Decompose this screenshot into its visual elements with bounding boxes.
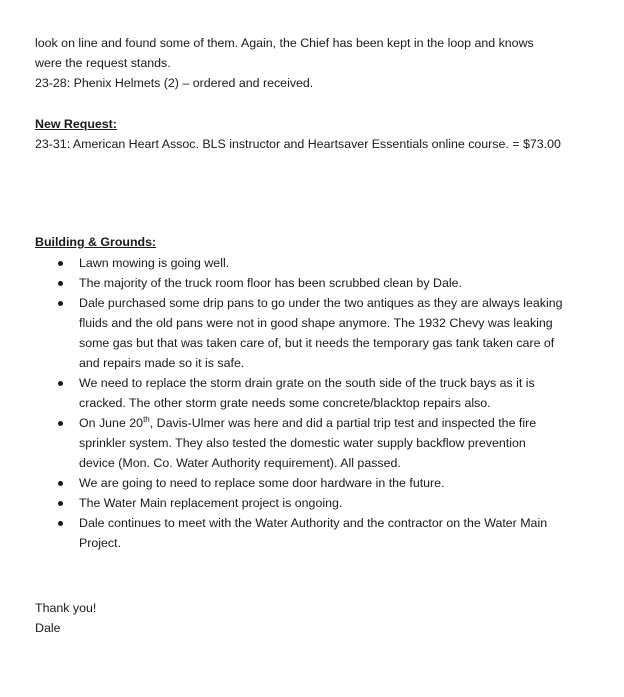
list-item-text: some gas but that was taken care of, but it needs the temporary gas tank taken care of <box>79 336 555 350</box>
closing-block <box>35 598 594 638</box>
list-item-text: fluids and the old pans were not in good shape anymore. The 1932 Chevy was leaking <box>79 316 553 330</box>
bullet-icon <box>58 381 63 386</box>
bullet-icon <box>58 281 63 286</box>
bullet-icon <box>58 301 63 306</box>
closing-signature: Dale <box>35 621 61 635</box>
bullet-icon <box>58 481 63 486</box>
list-item-text: Dale purchased some drip pans to go under the two antiques as they are always leaking <box>79 296 563 310</box>
bullet-icon <box>58 501 63 506</box>
list-item <box>56 273 596 293</box>
list-item <box>56 473 596 493</box>
list-item-text <box>79 413 596 433</box>
new-request-item: 23-31: American Heart Assoc. BLS instructor and Heartsaver Essentials online course. = $73.00 <box>35 137 561 151</box>
list-item <box>56 413 596 473</box>
list-item-text: sprinkler system. They also tested the domestic water supply backflow prevention <box>79 436 526 450</box>
bullet-icon <box>58 521 63 526</box>
new-request-section <box>35 114 594 154</box>
bullet-icon <box>58 261 63 266</box>
list-item-text: The Water Main replacement project is ongoing. <box>79 496 343 510</box>
list-item <box>56 513 596 553</box>
building-grounds-list <box>56 253 596 553</box>
list-item <box>56 493 596 513</box>
list-item-text: Lawn mowing is going well. <box>79 256 230 270</box>
list-item <box>56 253 596 273</box>
list-item-text-part: , Davis-Ulmer was here and did a partial trip test and inspected the fire <box>149 416 537 430</box>
new-request-heading: New Request: <box>35 117 117 131</box>
building-grounds-heading: Building & Grounds: <box>35 235 157 249</box>
list-item-text: Dale continues to meet with the Water Authority and the contractor on the Water Main <box>79 516 548 530</box>
list-item-text: and repairs made so it is safe. <box>79 356 245 370</box>
intro-line: were the request stands. <box>35 56 171 70</box>
list-item <box>56 373 596 413</box>
list-item-text: device (Mon. Co. Water Authority requirement). All passed. <box>79 456 401 470</box>
list-item-text: Project. <box>79 536 122 550</box>
list-item-text: We need to replace the storm drain grate on the south side of the truck bays as it is <box>79 376 535 390</box>
list-item <box>56 293 596 373</box>
list-item-text: The majority of the truck room floor has been scrubbed clean by Dale. <box>79 276 462 290</box>
intro-line: look on line and found some of them. Again, the Chief has been kept in the loop and knows <box>35 36 534 50</box>
ordinal-superscript: th <box>143 415 150 424</box>
intro-line-request-23-28: 23-28: Phenix Helmets (2) – ordered and received. <box>35 76 314 90</box>
list-item-text-part: On June 20 <box>79 416 144 430</box>
list-item-text: cracked. The other storm grate needs some concrete/blacktop repairs also. <box>79 396 491 410</box>
building-grounds-heading-wrap <box>35 232 594 252</box>
intro-paragraph <box>35 33 594 93</box>
closing-thanks: Thank you! <box>35 601 97 615</box>
bullet-icon <box>58 421 63 426</box>
list-item-text: We are going to need to replace some door hardware in the future. <box>79 476 445 490</box>
